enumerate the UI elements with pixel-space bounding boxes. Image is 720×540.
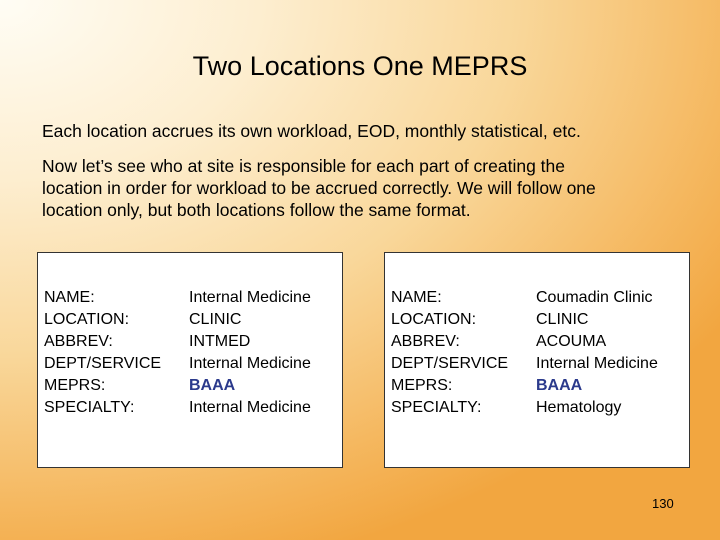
- abbrev-key: ABBREV:: [391, 333, 460, 350]
- meprs-row: [44, 375, 235, 397]
- specialty-row: [44, 397, 311, 419]
- meprs-row: [391, 375, 582, 397]
- explanation-line: Now let’s see who at site is responsible for each part of creating the: [42, 156, 566, 176]
- abbrev-row: [44, 331, 250, 353]
- location-row: [44, 309, 241, 331]
- page-number: 130: [652, 496, 674, 511]
- location-value: CLINIC: [189, 311, 242, 328]
- location-value: CLINIC: [536, 311, 589, 328]
- explanation-line: location only, but both locations follow the same format.: [42, 200, 471, 220]
- dept-service-row: [44, 353, 311, 375]
- dept-service-key: DEPT/SERVICE: [44, 355, 162, 372]
- name-value: Internal Medicine: [189, 289, 311, 306]
- dept-service-row: [391, 353, 658, 375]
- abbrev-key: ABBREV:: [44, 333, 113, 350]
- specialty-value: Hematology: [536, 399, 622, 416]
- specialty-row: [391, 397, 621, 419]
- location-box-internal-medicine: [37, 252, 343, 468]
- name-key: NAME:: [391, 289, 442, 306]
- intro-paragraph: Each location accrues its own workload, EOD, monthly statistical, etc.: [42, 121, 581, 141]
- name-row: [391, 287, 653, 309]
- meprs-value: BAAA: [189, 377, 236, 394]
- abbrev-row: [391, 331, 606, 353]
- specialty-key: SPECIALTY:: [391, 399, 482, 416]
- dept-service-value: Internal Medicine: [189, 355, 311, 372]
- name-row: [44, 287, 311, 309]
- specialty-value: Internal Medicine: [189, 399, 311, 416]
- meprs-value: BAAA: [536, 377, 583, 394]
- location-box-coumadin-clinic: [384, 252, 690, 468]
- location-key: LOCATION:: [44, 311, 130, 328]
- explanation-paragraph: [42, 155, 682, 221]
- name-value: Coumadin Clinic: [536, 289, 653, 306]
- dept-service-value: Internal Medicine: [536, 355, 658, 372]
- explanation-line: location in order for workload to be accrued correctly. We will follow one: [42, 178, 596, 198]
- dept-service-key: DEPT/SERVICE: [391, 355, 509, 372]
- location-key: LOCATION:: [391, 311, 477, 328]
- specialty-key: SPECIALTY:: [44, 399, 135, 416]
- name-key: NAME:: [44, 289, 95, 306]
- abbrev-value: INTMED: [189, 333, 251, 350]
- meprs-key: MEPRS:: [391, 377, 453, 394]
- slide-title: Two Locations One MEPRS: [192, 51, 528, 81]
- location-row: [391, 309, 588, 331]
- abbrev-value: ACOUMA: [536, 333, 607, 350]
- meprs-key: MEPRS:: [44, 377, 106, 394]
